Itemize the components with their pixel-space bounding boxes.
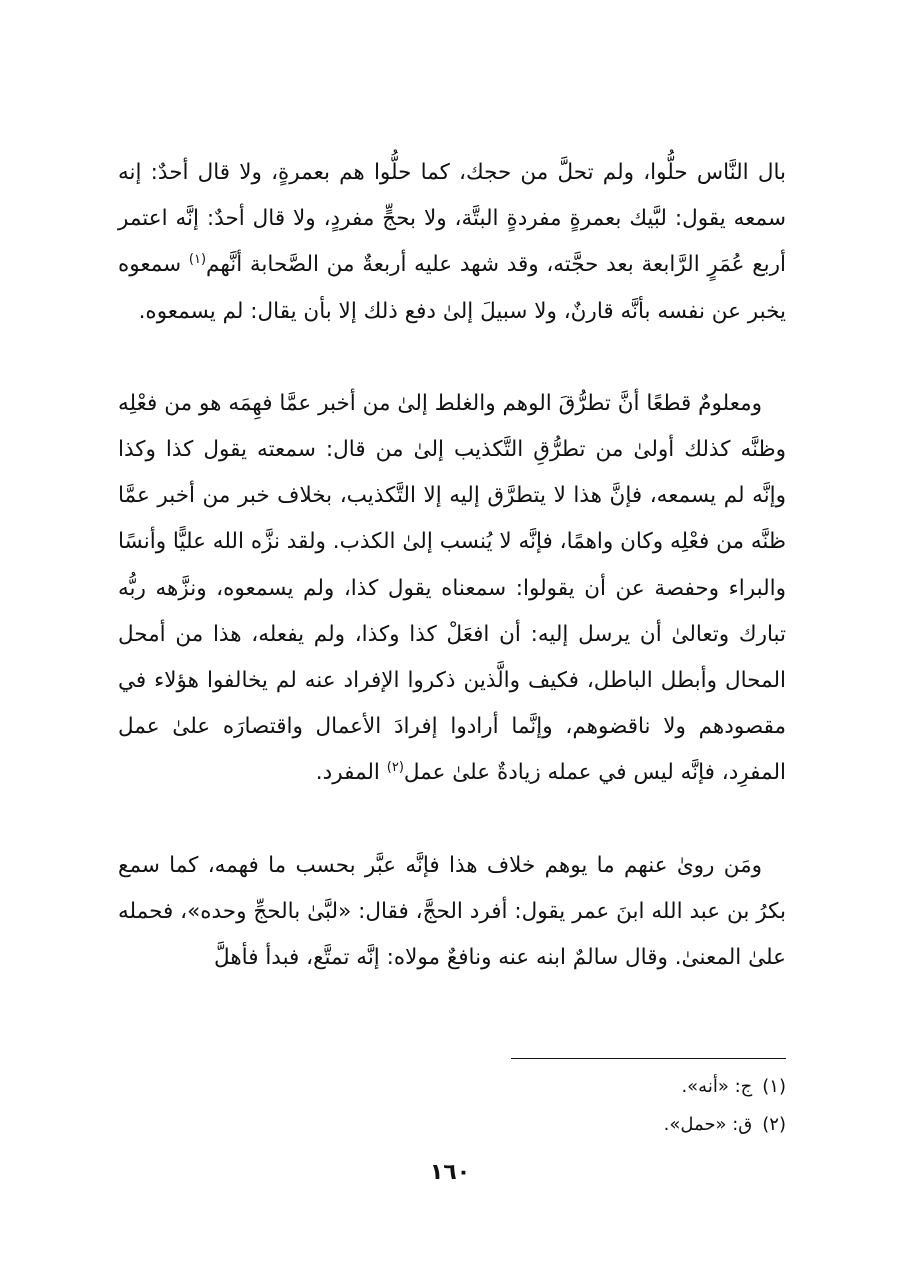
- paragraph-2-text: ومعلومٌ قطعًا أنَّ تطرُّقَ الوهم والغلط إلىٰ من أخبر عمَّا فهِمَه هو من فعْلِه وظنَّه كذلك أولىٰ من تطرُّقِ التَّكذيب إلىٰ من قال: سمعته يقول كذا وكذا وإنَّه لم يسمعه، فإنَّ هذا لا يتطرَّق إليه إلا التَّكذيب، بخلاف خبر من أخبر عمَّا ظنَّه من فعْلِه وكان واهمًا، فإنَّه لا يُنسب إلىٰ الكذب. ولقد نزَّه الله عليًّا وأنسًا والبراء وحفصة عن أن يقولوا: سمعناه يقول كذا، ولم يسمعوه، ونزَّهه ربُّه تبارك وتعالىٰ أن يرسل إليه: أن افعَلْ كذا وكذا، ولم يفعله، هذا من أمحل المحال وأبطل الباطل، فكيف والَّذين ذكروا الإفراد عنه لم يخالفوا هؤلاء في مقصودهم ولا ناقضوهم، وإنَّما أرادوا إفرادَ الأعمال واقتصارَه علىٰ عمل المفرِد، فإنَّه ليس في عمله زيادةٌ علىٰ عمل: [118, 390, 786, 786]
- paragraph-3-text: ومَن روىٰ عنهم ما يوهم خلاف هذا فإنَّه عبَّر بحسب ما فهمه، كما سمع بكرُ بن عبد الله ابنَ عمر يقول: أفرد الحجَّ، فقال: «لبَّىٰ بالحجِّ وحده»، فحمله علىٰ المعنىٰ. وقال سالمٌ ابنه عنه ونافعٌ مولاه: إنَّه تمتَّع، فبدأ فأهلَّ: [118, 852, 786, 971]
- main-text: [118, 150, 786, 981]
- paragraph-1-text: بال النَّاس حلُّوا، ولم تحلَّ من حجك، كما حلُّوا هم بعمرةٍ، ولا قال أحدٌ: إنه سمعه يقول: لبَّيك بعمرةٍ مفردةٍ البتَّة، ولا بحجٍّ مفردٍ، ولا قال أحدٌ: إنَّه اعتمر أربع عُمَرٍ الرَّابعة بعد حجَّته، وقد شهد عليه أربعةٌ من الصَّحابة أنَّهم: [118, 160, 786, 278]
- footnote-1: [118, 1068, 786, 1106]
- footnotes: [118, 1068, 786, 1144]
- paragraph-1-text-after: سمعوه يخبر عن نفسه بأنَّه قارنٌ، ولا سبيلَ إلىٰ دفع ذلك إلا بأن يقال: لم يسمعوه.: [118, 252, 786, 324]
- paragraph-2-text-after: المفرد.: [315, 760, 380, 786]
- footnote-1-text: ج: «أنه».: [681, 1076, 753, 1097]
- footnote-ref-2[interactable]: (٢): [386, 760, 404, 776]
- paragraph-3: [118, 843, 786, 982]
- footnote-ref-1[interactable]: (١): [188, 252, 207, 268]
- paragraph-1: [118, 150, 786, 335]
- footnote-2-number: (٢): [762, 1114, 786, 1135]
- footnote-1-number: (١): [762, 1076, 786, 1097]
- page-number: ١٦٠: [429, 1160, 471, 1185]
- footnote-divider: [511, 1058, 786, 1059]
- footnote-2: [118, 1106, 786, 1144]
- footnote-2-text: ق: «حمل».: [663, 1114, 753, 1135]
- paragraph-2: [118, 381, 786, 797]
